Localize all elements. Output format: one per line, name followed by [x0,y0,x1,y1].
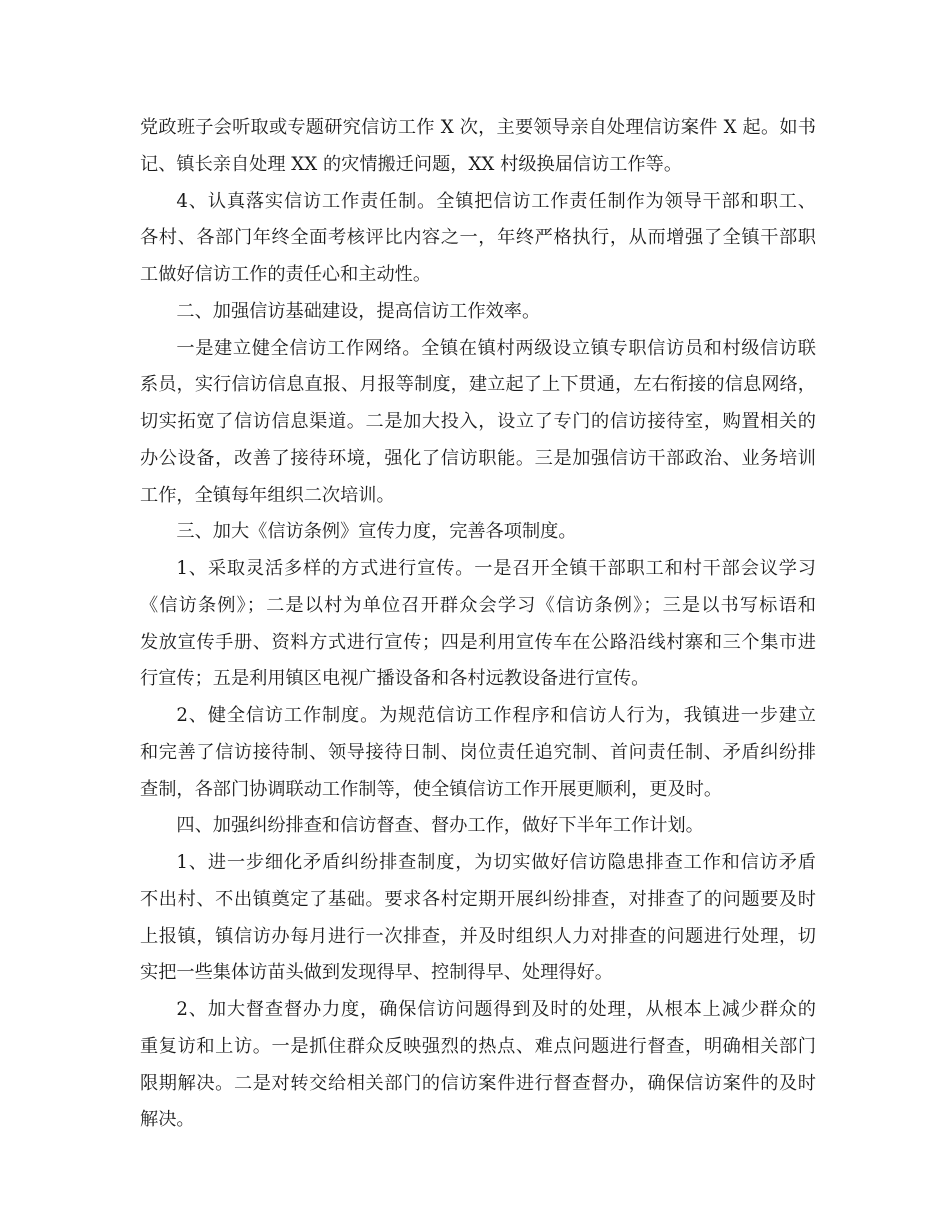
text-line: 1、采取灵活多样的方式进行宣传。一是召开全镇干部职工和村干部会议学习 [176,558,816,579]
section-heading [140,514,816,551]
text-line: 限期解决。二是对转交给相关部门的信访案件进行督查督办，确保信访案件的及时 [140,1072,816,1094]
text-line: 四、加强纠纷排查和信访督查、督办工作，做好下半年工作计划。 [176,815,704,837]
paragraph [140,184,816,294]
paragraph [140,551,816,698]
text-line: 工作，全镇每年组织二次培训。 [140,484,395,506]
text-line: 党政班子会听取或专题研究信访工作 X 次，主要领导亲自处理信访案件 X 起。如书 [140,117,816,138]
text-line: 实把一些集体访苗头做到发现得早、控制得早、处理得好。 [140,962,613,984]
text-line: 发放宣传手册、资料方式进行宣传；四是利用宣传车在公路沿线村寨和三个集市进 [140,631,816,653]
text-line: 行宣传；五是利用镇区电视广播设备和各村远教设备进行宣传。 [140,668,650,690]
text-line: 2、加大督查督办力度，确保信访问题得到及时的处理，从根本上减少群众的 [176,999,816,1020]
text-line: 一是建立健全信访工作网络。全镇在镇村两级设立镇专职信访员和村级信访联 [176,337,816,359]
text-line: 三、加大《信访条例》宣传力度，完善各项制度。 [176,521,577,543]
text-line: 不出村、不出镇奠定了基础。要求各村定期开展纠纷排查，对排查了的问题要及时 [140,888,816,910]
text-line: 4、认真落实信访工作责任制。全镇把信访工作责任制作为领导干部和职工、 [176,190,816,212]
paragraph [140,992,816,1139]
text-line: 系员，实行信访信息直报、月报等制度，建立起了上下贯通，左右衔接的信息网络， [140,374,816,396]
paragraph [140,331,816,515]
text-line: 1、进一步细化矛盾纠纷排查制度，为切实做好信访隐患排查工作和信访矛盾 [176,852,816,873]
paragraph [140,698,816,808]
text-line: 各村、各部门年终全面考核评比内容之一，年终严格执行，从而增强了全镇干部职 [140,227,816,249]
section-heading [140,808,816,845]
text-line: 和完善了信访接待制、领导接待日制、岗位责任追究制、首问责任制、矛盾纠纷排 [140,741,816,763]
text-line: 2、健全信访工作制度。为规范信访工作程序和信访人行为，我镇进一步建立 [176,705,816,726]
section-heading [140,294,816,331]
paragraph [140,845,816,992]
text-line: 二、加强信访基础建设，提高信访工作效率。 [176,300,541,322]
text-line: 《信访条例》；二是以村为单位召开群众会学习《信访条例》；三是以书写标语和 [140,594,816,616]
document-body [140,110,816,1139]
text-line: 记、镇长亲自处理 XX 的灾情搬迁问题，XX 村级换届信访工作等。 [140,153,683,175]
text-line: 工做好信访工作的责任心和主动性。 [140,264,432,285]
text-line: 办公设备，改善了接待环境，强化了信访职能。三是加强信访干部政治、业务培训 [140,447,816,469]
text-line: 上报镇，镇信访办每月进行一次排查，并及时组织人力对排查的问题进行处理，切 [140,925,816,947]
text-line: 切实拓宽了信访信息渠道。二是加大投入，设立了专门的信访接待室，购置相关的 [140,411,816,432]
text-line: 查制，各部门协调联动工作制等，使全镇信访工作开展更顺利，更及时。 [140,778,723,800]
text-line: 解决。 [140,1109,195,1131]
paragraph [140,110,816,184]
text-line: 重复访和上访。一是抓住群众反映强烈的热点、难点问题进行督查，明确相关部门 [140,1035,816,1057]
